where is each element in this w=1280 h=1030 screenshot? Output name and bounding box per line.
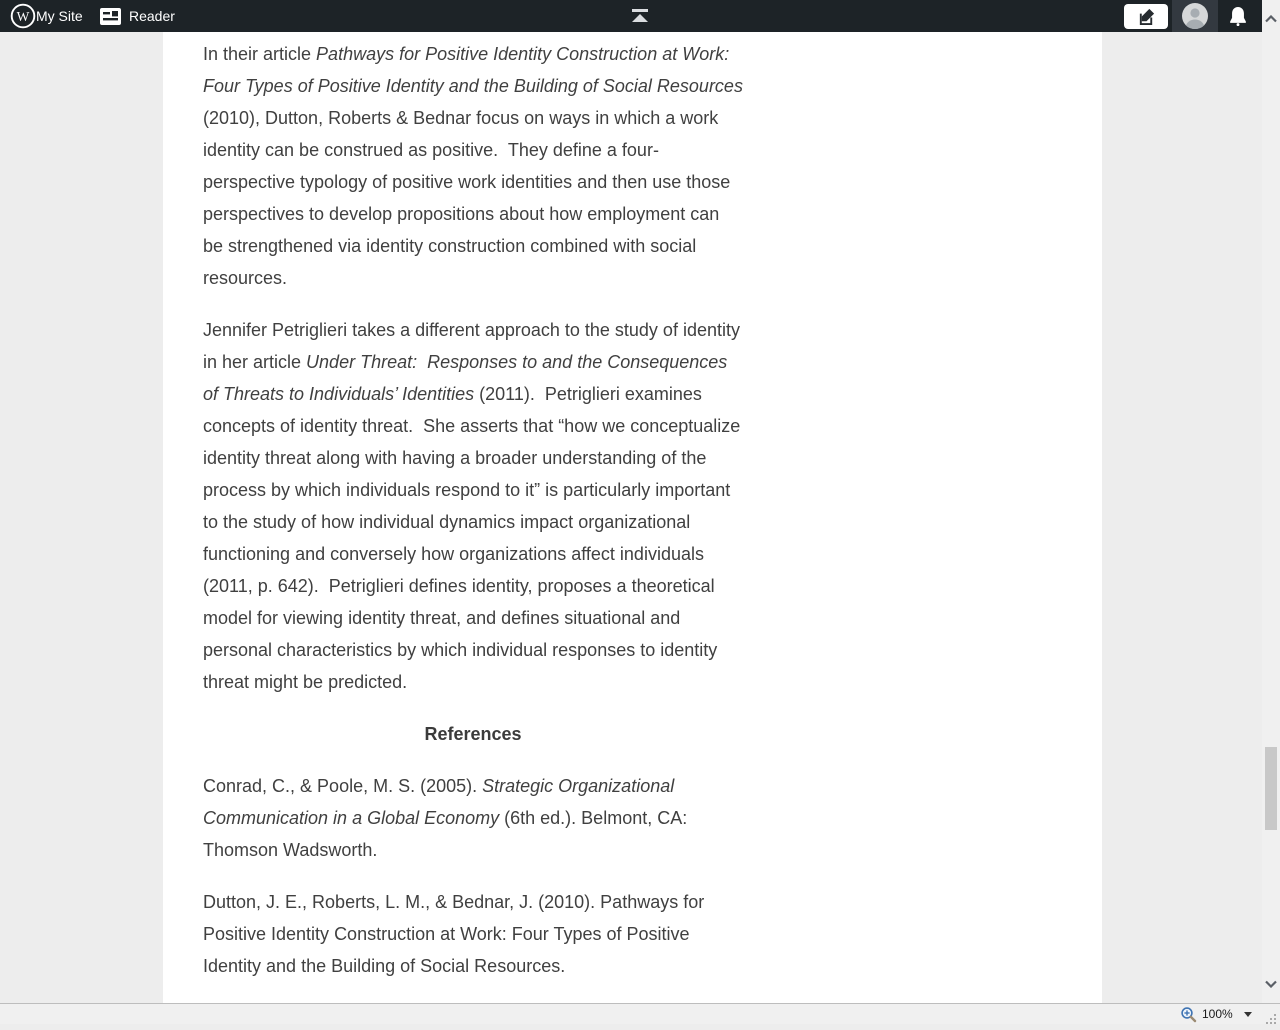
window-resize-grip[interactable]: [1266, 1012, 1277, 1030]
resize-grip-icon: [1266, 1014, 1277, 1025]
masterbar-notifications[interactable]: [1220, 0, 1256, 32]
vertical-scrollbar[interactable]: [1262, 0, 1280, 1003]
zoom-magnifier-icon: [1180, 1006, 1197, 1023]
masterbar-reader[interactable]: [94, 0, 181, 32]
my-site-label: My Site: [36, 8, 83, 24]
notifications-bell-icon: [1229, 7, 1247, 26]
reader-label: Reader: [129, 8, 175, 24]
zoom-dropdown-caret[interactable]: [1244, 1012, 1252, 1017]
browser-status-bar: [0, 1003, 1280, 1024]
reader-icon: [100, 8, 121, 25]
zoom-control[interactable]: [1180, 1004, 1252, 1024]
references-heading: References: [424, 724, 522, 744]
chevron-up-icon: [1265, 15, 1277, 23]
scroll-to-top-icon: [630, 9, 650, 23]
article-paragraph: Jennifer Petriglieri takes a different approach to the study of identity in her article Under Threat: Responses to and the Consequences of Threats to Individuals’ Identities (2011). Petriglieri examines concepts of identity threat. She asserts that “how we conceptualize identity threat along with having a broader understanding of the process by which individuals respond to it” is particularly important to the study of how individual dynamics impact organizational functioning and conversely how organizations affect individuals (2011, p. 642). Petriglieri defines identity, proposes a theoretical model for viewing identity threat, and defines situational and personal characteristics by which individual responses to identity threat might be predicted.: [203, 320, 746, 692]
masterbar-my-site[interactable]: [30, 0, 89, 32]
chevron-down-icon: [1265, 980, 1277, 988]
article-paragraph: Conrad, C., & Poole, M. S. (2005). Strategic Organizational Communication in a Global Economy (6th ed.). Belmont, CA: Thomson Wadsworth.: [203, 776, 692, 860]
scrollbar-up-arrow[interactable]: [1262, 10, 1280, 28]
new-post-button[interactable]: [1124, 4, 1168, 29]
scrollbar-thumb[interactable]: [1265, 747, 1277, 830]
avatar: [1182, 3, 1208, 29]
article-paragraph: Dutton, J. E., Roberts, L. M., & Bednar, J. (2010). Pathways for Positive Identity Construction at Work: Four Types of Positive Identity and the Building of Social Resources.: [203, 892, 710, 976]
masterbar-profile[interactable]: [1172, 0, 1218, 32]
scroll-to-top-button[interactable]: [624, 5, 656, 27]
article-paragraph: In their article Pathways for Positive Identity Construction at Work: Four Types of Positive Identity and the Building of Social Resources (2010), Dutton, Roberts & Bednar focus on ways in which a work identity can be construed as positive. They define a four-perspective typology of positive work identities and then use those perspectives to develop propositions about how employment can be strengthened via identity construction combined with social resources.: [203, 44, 748, 288]
post-content-column: [163, 32, 1102, 1003]
compose-icon: [1137, 7, 1156, 26]
zoom-level-value: 100%: [1202, 1007, 1233, 1021]
svg-text:W: W: [16, 8, 30, 24]
article-body: [203, 38, 748, 1002]
scrollbar-down-arrow[interactable]: [1262, 975, 1280, 993]
wordpress-masterbar: [0, 0, 1262, 32]
user-silhouette-icon: [1182, 3, 1208, 29]
browser-viewport: [0, 32, 1262, 1003]
